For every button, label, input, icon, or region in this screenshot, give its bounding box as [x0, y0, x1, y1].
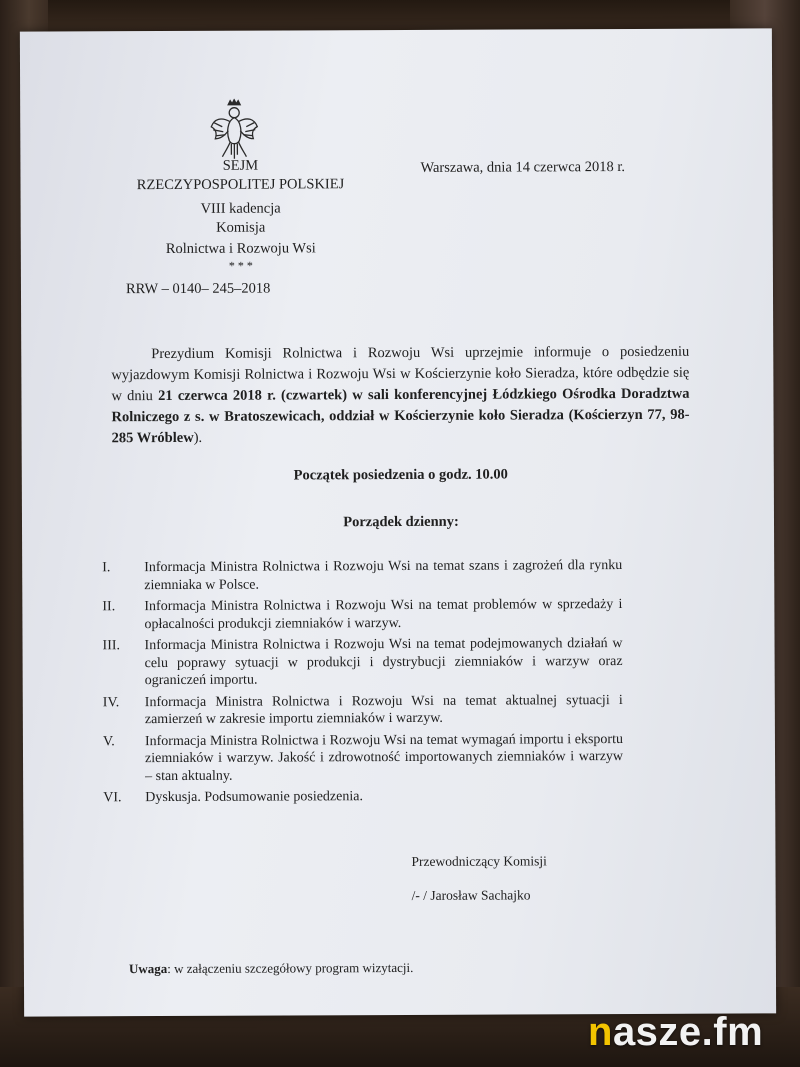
watermark-rest: asze.fm	[612, 1010, 764, 1054]
agenda-item-number: VI.	[103, 790, 122, 806]
watermark-first-letter: n	[588, 1010, 613, 1054]
announcement-paragraph	[111, 342, 689, 450]
agenda-title: Porządek dzienny:	[343, 513, 459, 531]
agenda-item-number: I.	[102, 560, 111, 576]
signature-role: Przewodniczący Komisji	[411, 853, 547, 869]
agenda-item-number: II.	[102, 599, 116, 615]
agenda-item-text: Informacja Ministra Rolnictwa i Rozwoju Wsi na temat podejmowanych działań w celu poprawy sytuacji w produkcji i dystrybucji ziemniaków i warzyw oraz ograniczeń importu.	[144, 636, 623, 689]
agenda-item	[103, 692, 623, 729]
agenda-item-number: V.	[102, 733, 115, 749]
agenda-item-text: Informacja Ministra Rolnictwa i Rozwoju Wsi na temat aktualnej sytuacji i zamierzeń w zakresie importu ziemniaków i warzyw.	[144, 692, 623, 728]
agenda-item-text: Informacja Ministra Rolnictwa i Rozwoju Wsi na temat szans i zagrożeń dla rynku ziemniaka w Polsce.	[144, 558, 623, 593]
reference-number: RRW – 0140– 245–2018	[125, 280, 271, 298]
note-label: Uwaga	[128, 961, 168, 977]
agenda-item-number: III.	[102, 638, 121, 654]
agenda-item	[103, 731, 623, 786]
header-committee: Komisja	[216, 219, 266, 236]
agenda-item-text: Dyskusja. Podsumowanie posiedzenia.	[145, 789, 363, 806]
meeting-weekday: (czwartek)	[275, 387, 353, 404]
agenda-item-text: Informacja Ministra Rolnictwa i Rozwoju Wsi na temat problemów w sprzedaży i opłacalności produkcji ziemniaków i warzyw.	[144, 597, 623, 632]
polish-eagle-emblem-icon	[209, 99, 259, 161]
header-stars: * * *	[228, 258, 253, 273]
agenda-item	[102, 557, 622, 594]
header-term: VIII kadencja	[200, 200, 281, 217]
note	[129, 960, 414, 977]
header-committee-name: Rolnictwa i Rozwoju Wsi	[165, 240, 316, 258]
agenda-list	[102, 557, 623, 811]
agenda-item	[103, 787, 623, 807]
meeting-venue: w sali konferencyjnej Łódzkiego Ośrodka Doradztwa Rolniczego z s. w Bratoszewicach, oddział w Kościerzynie koło Sieradza (Kościerzyn 77, 98-285 Wróblew	[111, 385, 690, 447]
agenda-item-text: Informacja Ministra Rolnictwa i Rozwoju Wsi na temat wymagań importu i eksportu ziemniaków i warzyw. Jakość i zdrowotność importowanych ziemniaków i warzyw – stan aktualny.	[144, 731, 624, 784]
signature-name: /- / Jarosław Sachajko	[411, 887, 531, 903]
place-and-date: Warszawa, dnia 14 czerwca 2018 r.	[420, 159, 626, 176]
notice-paper	[20, 28, 776, 1016]
announcement-end: ).	[193, 429, 203, 446]
agenda-item	[102, 635, 622, 690]
start-time: Początek posiedzenia o godz. 10.00	[293, 466, 508, 484]
meeting-date: 21 czerwca 2018 r.	[158, 387, 276, 405]
note-text: : w załączeniu szczegółowy program wizytacji.	[167, 959, 414, 977]
announcement-text: Prezydium Komisji Rolnictwa i Rozwoju Wsi uprzejmie informuje o posiedzeniu wyjazdowym Komisji Rolnictwa i Rozwoju Wsi w Kościerzynie koło Sieradza, które odbędzie się w dniu	[111, 343, 690, 405]
header-sejm: SEJM	[222, 157, 259, 174]
header-republic: RZECZYPOSPOLITEJ POLSKIEJ	[136, 176, 345, 194]
site-watermark-logo	[588, 1010, 763, 1055]
agenda-item	[102, 596, 622, 633]
agenda-item-number: IV.	[102, 694, 120, 710]
